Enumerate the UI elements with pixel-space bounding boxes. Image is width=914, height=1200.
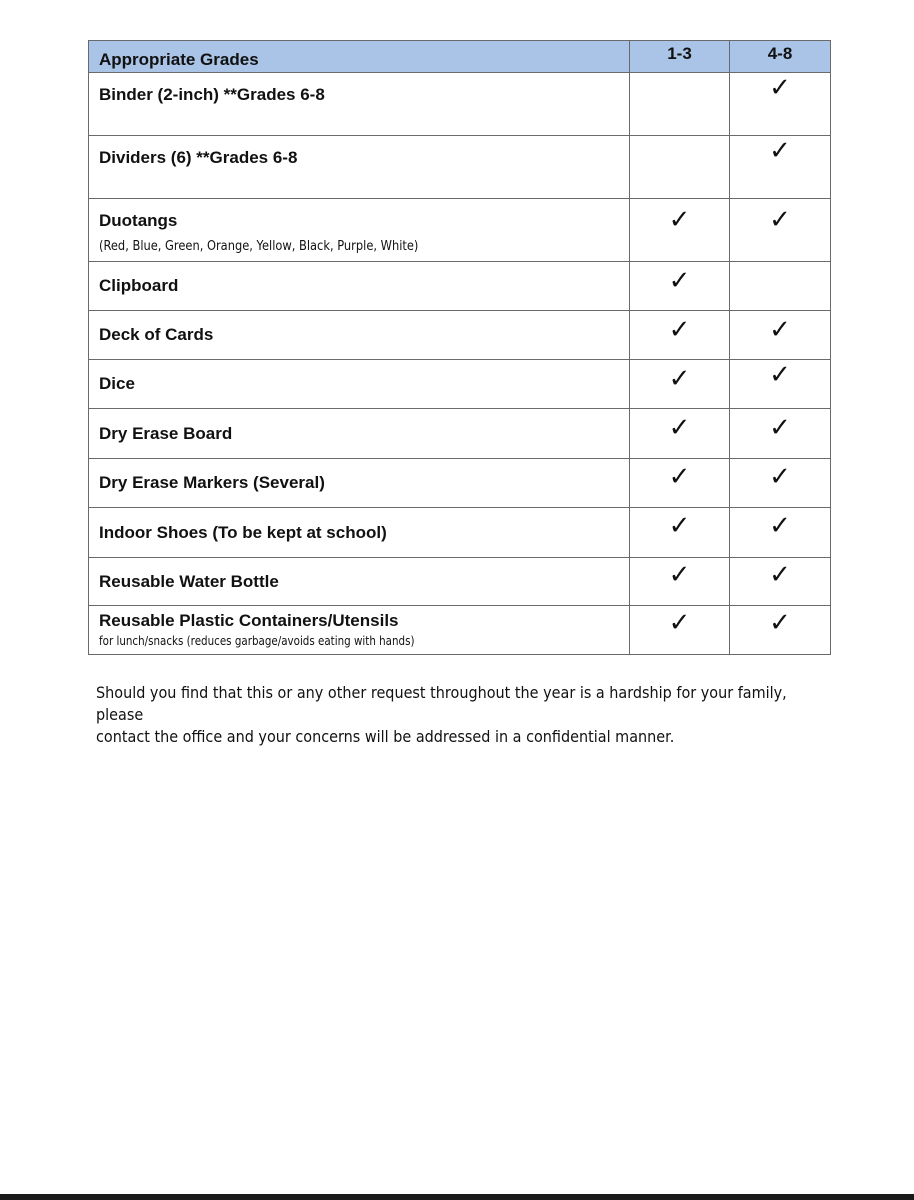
checkmark-icon: ✓ (769, 360, 791, 390)
item-cell (89, 262, 630, 311)
grades-4-8-cell (730, 459, 831, 508)
header-appropriate-grades: Appropriate Grades (89, 41, 630, 73)
item-title: Dividers (6) **Grades 6-8 (99, 148, 298, 167)
table-row (89, 199, 831, 262)
grades-1-3-cell (630, 360, 730, 409)
checkmark-icon: ✓ (769, 315, 791, 345)
checkmark-icon: ✓ (769, 73, 791, 103)
table-row (89, 262, 831, 311)
grades-4-8-cell (730, 409, 831, 459)
checkmark-icon: ✓ (769, 136, 791, 166)
item-cell (89, 409, 630, 459)
item-note: for lunch/snacks (reduces garbage/avoids eating with hands) (99, 634, 415, 648)
item-cell (89, 606, 630, 655)
item-cell (89, 136, 630, 199)
checkmark-icon: ✓ (668, 315, 691, 345)
grades-1-3-cell (630, 199, 730, 262)
item-cell (89, 360, 630, 409)
checkmark-icon: ✓ (668, 364, 691, 394)
table-row (89, 558, 831, 606)
grades-1-3-cell (630, 136, 730, 199)
grades-1-3-cell (630, 73, 730, 136)
item-title: Dry Erase Markers (Several) (99, 473, 325, 492)
item-title: Reusable Plastic Containers/Utensils (99, 611, 399, 630)
table-row (89, 73, 831, 136)
table-header-row (89, 41, 831, 73)
bottom-edge-bar (0, 1194, 914, 1200)
grades-4-8-cell (730, 558, 831, 606)
checkmark-icon: ✓ (668, 266, 691, 296)
grades-1-3-cell (630, 558, 730, 606)
grades-1-3-cell (630, 459, 730, 508)
checkmark-icon: ✓ (769, 608, 791, 638)
checkmark-icon: ✓ (668, 608, 691, 638)
item-title: Binder (2-inch) **Grades 6-8 (99, 85, 325, 104)
checkmark-icon: ✓ (668, 413, 691, 443)
checkmark-icon: ✓ (769, 413, 791, 443)
item-title: Reusable Water Bottle (99, 571, 279, 591)
grades-4-8-cell (730, 136, 831, 199)
table-row (89, 360, 831, 409)
table-row (89, 606, 831, 655)
item-title: Deck of Cards (99, 325, 214, 344)
item-note: (Red, Blue, Green, Orange, Yellow, Black, Purple, White) (99, 239, 419, 254)
table-row (89, 508, 831, 558)
grades-1-3-cell (630, 508, 730, 558)
header-grades-4-8: 4-8 (730, 41, 831, 73)
item-title: Dice (99, 374, 135, 393)
table-row (89, 311, 831, 360)
checkmark-icon: ✓ (769, 560, 791, 590)
item-title: Indoor Shoes (To be kept at school) (99, 522, 387, 542)
item-cell (89, 73, 630, 136)
grades-4-8-cell (730, 73, 831, 136)
checkmark-icon: ✓ (668, 511, 691, 541)
grades-1-3-cell (630, 409, 730, 459)
item-title: Dry Erase Board (99, 423, 233, 443)
table-row (89, 409, 831, 459)
grades-1-3-cell (630, 311, 730, 360)
item-cell (89, 459, 630, 508)
header-grades-1-3: 1-3 (630, 41, 730, 73)
table-row (89, 136, 831, 199)
item-cell (89, 311, 630, 360)
checkmark-icon: ✓ (769, 462, 791, 492)
checkmark-icon: ✓ (668, 560, 691, 590)
table-row (89, 459, 831, 508)
grades-4-8-cell (730, 311, 831, 360)
grades-4-8-cell (730, 199, 831, 262)
checkmark-icon: ✓ (769, 511, 791, 541)
grades-4-8-cell (730, 360, 831, 409)
checkmark-icon: ✓ (668, 205, 691, 235)
grades-1-3-cell (630, 262, 730, 311)
grades-4-8-cell (730, 508, 831, 558)
checkmark-icon: ✓ (668, 462, 691, 492)
grades-4-8-cell (730, 262, 831, 311)
item-cell (89, 558, 630, 606)
item-cell (89, 508, 630, 558)
hardship-note (96, 682, 816, 748)
grades-4-8-cell (730, 606, 831, 655)
item-cell (89, 199, 630, 262)
item-title: Duotangs (99, 211, 178, 230)
hardship-note-line: contact the office and your concerns will be addressed in a confidential manner. (96, 727, 675, 746)
school-supply-table (88, 40, 831, 655)
grades-1-3-cell (630, 606, 730, 655)
hardship-note-line: Should you find that this or any other request throughout the year is a hardship for your family, please (96, 683, 787, 724)
item-title: Clipboard (99, 276, 179, 295)
checkmark-icon: ✓ (769, 205, 791, 235)
